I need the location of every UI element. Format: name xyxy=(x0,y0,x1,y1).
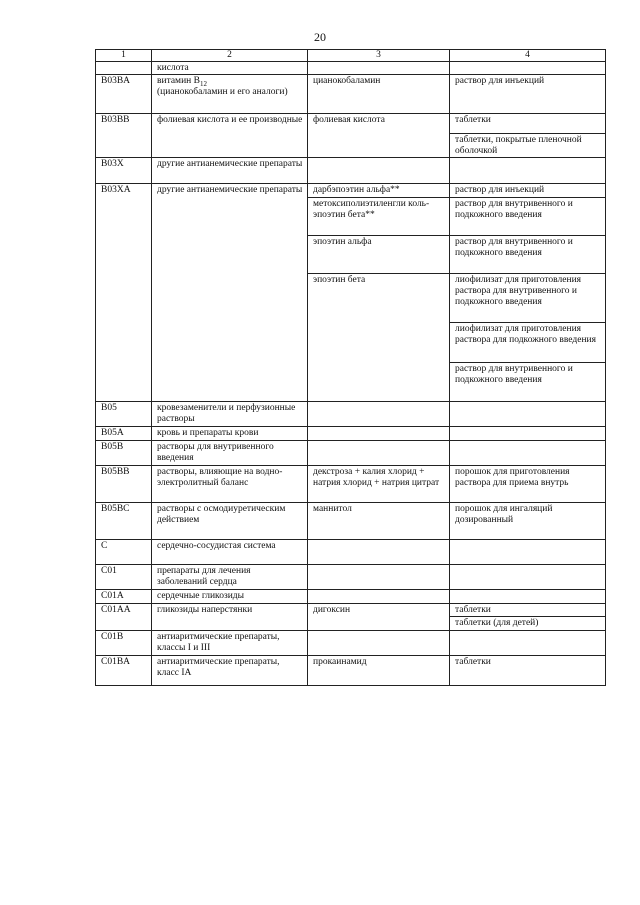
dosage-form xyxy=(450,590,606,604)
substance-name: метоксиполиэтиленгли коль-эпоэтин бета** xyxy=(308,198,450,236)
atc-code: B05BB xyxy=(96,466,152,503)
substance-name: дарбэпоэтин альфа** xyxy=(308,184,450,198)
table-row xyxy=(96,590,606,604)
dosage-form: раствор для внутривенного и подкожного введения xyxy=(450,236,606,274)
atc-code: B03XA xyxy=(96,184,152,402)
table-row xyxy=(96,402,606,427)
substance-name: прокаинамид xyxy=(308,656,450,686)
substance-name xyxy=(308,427,450,441)
dosage-form: таблетки xyxy=(450,114,606,134)
column-header: 3 xyxy=(308,50,450,62)
atc-code: C xyxy=(96,540,152,565)
substance-name: цианокобаламин xyxy=(308,75,450,114)
column-header: 1 xyxy=(96,50,152,62)
substance-name xyxy=(308,441,450,466)
group-name: сердечно-сосудистая система xyxy=(152,540,308,565)
table-row xyxy=(96,565,606,590)
dosage-form: раствор для инъекций xyxy=(450,75,606,114)
atc-code: B03X xyxy=(96,158,152,184)
substance-name xyxy=(308,158,450,184)
atc-code: C01B xyxy=(96,631,152,656)
atc-code xyxy=(96,62,152,75)
group-name: другие антианемические препараты xyxy=(152,158,308,184)
group-name: фолиевая кислота и ее производные xyxy=(152,114,308,158)
group-name: кровезаменители и перфузионные растворы xyxy=(152,402,308,427)
atc-code: C01A xyxy=(96,590,152,604)
table-row xyxy=(96,656,606,686)
group-name-subscript: 12 xyxy=(199,79,207,88)
dosage-form: лиофилизат для приготовления раствора для подкожного введения xyxy=(450,323,606,363)
table-row xyxy=(96,540,606,565)
substance-name xyxy=(308,565,450,590)
dosage-form xyxy=(450,631,606,656)
substance-name xyxy=(308,631,450,656)
dosage-form: порошок для ингаляций дозированный xyxy=(450,503,606,540)
column-header: 4 xyxy=(450,50,606,62)
group-name: растворы с осмодиуретическим действием xyxy=(152,503,308,540)
dosage-form xyxy=(450,565,606,590)
dosage-form: таблетки (для детей) xyxy=(450,617,606,631)
substance-name xyxy=(308,62,450,75)
page-number: 20 xyxy=(314,30,326,44)
dosage-form xyxy=(450,441,606,466)
atc-code: B03BB xyxy=(96,114,152,158)
substance-name: декстроза + калия хлорид + натрия хлорид + натрия цитрат xyxy=(308,466,450,503)
substance-name: дигоксин xyxy=(308,604,450,631)
group-name: препараты для лечения заболеваний сердца xyxy=(152,565,308,590)
dosage-form: таблетки xyxy=(450,656,606,686)
substance-name xyxy=(308,540,450,565)
group-name: антиаритмические препараты, класс IA xyxy=(152,656,308,686)
substance-name xyxy=(308,402,450,427)
table-header-row xyxy=(96,50,606,62)
table-row xyxy=(96,631,606,656)
group-name: гликозиды наперстянки xyxy=(152,604,308,631)
group-name: кислота xyxy=(152,62,308,75)
group-name: кровь и препараты крови xyxy=(152,427,308,441)
dosage-form xyxy=(450,158,606,184)
table-row xyxy=(96,158,606,184)
dosage-form: раствор для инъекций xyxy=(450,184,606,198)
group-name xyxy=(152,75,308,114)
dosage-form xyxy=(450,540,606,565)
group-name: сердечные гликозиды xyxy=(152,590,308,604)
table-row xyxy=(96,114,606,134)
atc-code: B05A xyxy=(96,427,152,441)
group-name: антиаритмические препараты, классы I и III xyxy=(152,631,308,656)
group-name: другие антианемические препараты xyxy=(152,184,308,402)
dosage-form: таблетки, покрытые пленочной оболочкой xyxy=(450,134,606,158)
table-row xyxy=(96,604,606,617)
atc-code: C01BA xyxy=(96,656,152,686)
dosage-form xyxy=(450,62,606,75)
group-name-main: витамин B xyxy=(157,76,200,86)
group-name: растворы для внутривенного введения xyxy=(152,441,308,466)
dosage-form: раствор для внутривенного и подкожного введения xyxy=(450,363,606,402)
group-name: растворы, влияющие на водно-электролитный баланс xyxy=(152,466,308,503)
substance-name: эпоэтин альфа xyxy=(308,236,450,274)
dosage-form: лиофилизат для приготовления раствора для внутривенного и подкожного введения xyxy=(450,274,606,323)
table-row xyxy=(96,75,606,114)
atc-code: B05B xyxy=(96,441,152,466)
table-row xyxy=(96,427,606,441)
dosage-form: таблетки xyxy=(450,604,606,617)
substance-name: маннитол xyxy=(308,503,450,540)
table-row xyxy=(96,441,606,466)
atc-code: B03BA xyxy=(96,75,152,114)
table-row xyxy=(96,62,606,75)
table-row xyxy=(96,184,606,198)
dosage-form: раствор для внутривенного и подкожного введения xyxy=(450,198,606,236)
substance-name xyxy=(308,590,450,604)
medication-table xyxy=(95,49,606,686)
atc-code: B05 xyxy=(96,402,152,427)
column-header: 2 xyxy=(152,50,308,62)
table-row xyxy=(96,466,606,503)
atc-code: C01 xyxy=(96,565,152,590)
atc-code: B05BC xyxy=(96,503,152,540)
dosage-form xyxy=(450,427,606,441)
atc-code: C01AA xyxy=(96,604,152,631)
dosage-form xyxy=(450,402,606,427)
table-row xyxy=(96,503,606,540)
group-name-rest: (цианокобаламин и его аналоги) xyxy=(157,87,288,97)
substance-name: фолиевая кислота xyxy=(308,114,450,158)
substance-name: эпоэтин бета xyxy=(308,274,450,402)
dosage-form: порошок для приготовления раствора для приема внутрь xyxy=(450,466,606,503)
